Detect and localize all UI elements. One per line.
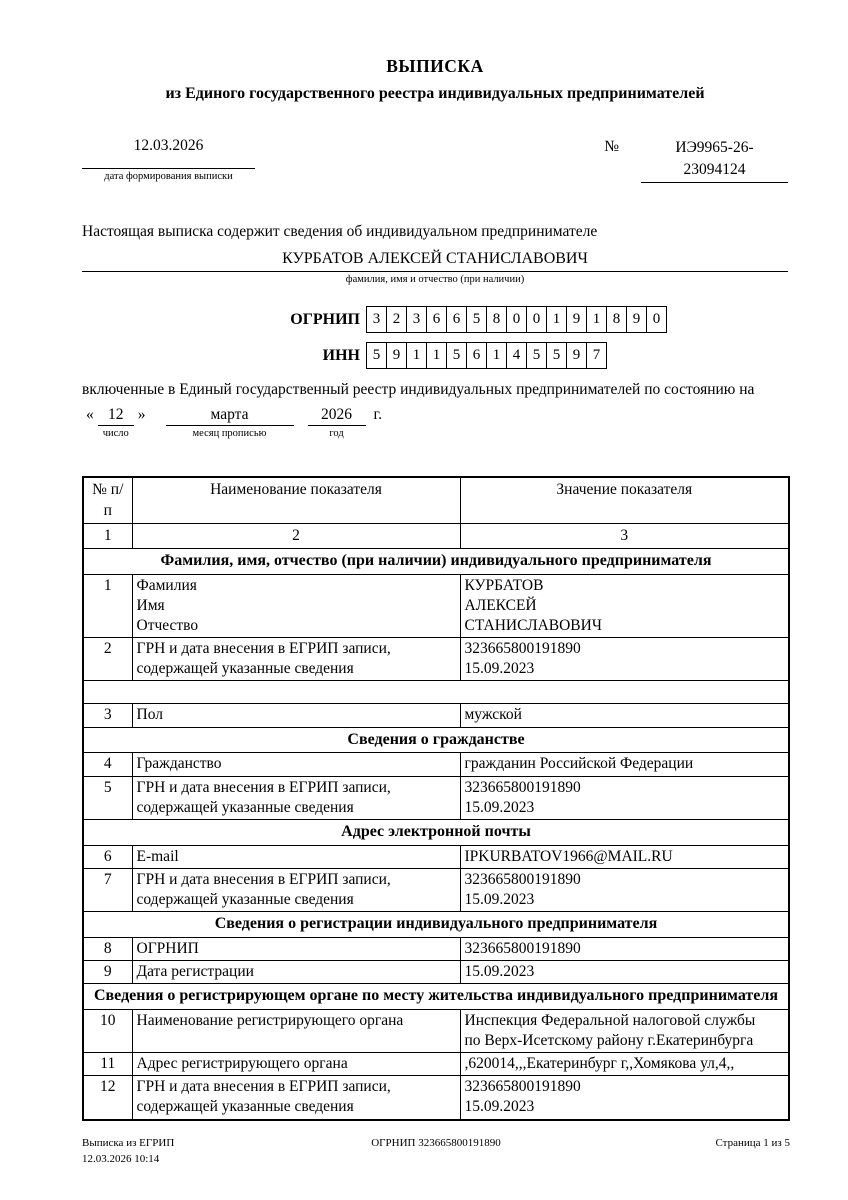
colnum-3: 3: [460, 523, 789, 548]
digit-box: 5: [446, 342, 467, 369]
section-header: Сведения о гражданстве: [83, 727, 789, 753]
row-value-cell: гражданин Российской Федерации: [460, 753, 789, 776]
footer-left: [82, 1136, 318, 1167]
empty-row-cell: [83, 681, 789, 704]
colnum-2: 2: [132, 523, 460, 548]
table-row: [83, 1053, 789, 1076]
table-head: [83, 477, 789, 548]
as-of-day: 12: [98, 406, 134, 426]
header-name: Наименование показателя: [132, 477, 460, 523]
table-row: [83, 912, 789, 938]
row-value-cell: 323665800191890 15.09.2023: [460, 868, 789, 911]
header-num: № п/п: [83, 477, 132, 523]
row-name-cell: Адрес регистрирующего органа: [132, 1053, 460, 1076]
digit-box: 1: [546, 306, 567, 333]
as-of-date-row: [82, 406, 788, 439]
page-footer: [82, 1136, 790, 1167]
extract-date-block: [82, 137, 255, 182]
close-quote: »: [137, 406, 146, 424]
included-text: включенные в Единый государственный реестр индивидуальных предпринимателей по состоянию на: [82, 381, 755, 399]
digit-box: 9: [566, 342, 587, 369]
row-value-cell: 323665800191890 15.09.2023: [460, 776, 789, 819]
table-row: [83, 845, 789, 868]
row-number-cell: 3: [83, 704, 132, 727]
digit-box: 5: [366, 342, 387, 369]
row-value-cell: ,620014,,,Екатеринбург г,,Хомякова ул,4,,: [460, 1053, 789, 1076]
digit-box: 3: [366, 306, 387, 333]
digit-box: 1: [406, 342, 427, 369]
digit-box: 5: [526, 342, 547, 369]
column-numbers-row: [83, 523, 789, 548]
entrepreneur-name-caption: фамилия, имя и отчество (при наличии): [345, 274, 525, 286]
row-name-cell: Дата регистрации: [132, 960, 460, 983]
ogrnip-label: ОГРНИП: [290, 310, 360, 328]
digit-box: 8: [486, 306, 507, 333]
row-value-cell: 323665800191890 15.09.2023: [460, 638, 789, 681]
as-of-day-caption: число: [102, 428, 129, 440]
ogrnip-digit-boxes: [366, 306, 667, 333]
table-row: [83, 960, 789, 983]
ogrnip-row: [198, 306, 788, 333]
row-name-cell: ГРН и дата внесения в ЕГРИП записи, содержащей указанные сведения: [132, 776, 460, 819]
extract-date-caption: дата формирования выписки: [104, 171, 233, 182]
digit-box: 7: [586, 342, 607, 369]
footer-doc-type: Выписка из ЕГРИП: [82, 1137, 175, 1150]
digit-box: 0: [646, 306, 667, 333]
row-number-cell: 10: [83, 1009, 132, 1052]
row-value-cell: IPKURBATOV1966@MAIL.RU: [460, 845, 789, 868]
section-header: Адрес электронной почты: [83, 819, 789, 845]
as-of-month-caption: месяц прописью: [192, 428, 267, 440]
table-row: [83, 984, 789, 1010]
table-row: [83, 753, 789, 776]
as-of-year-caption: год: [329, 428, 344, 440]
row-name-cell: ГРН и дата внесения в ЕГРИП записи, содержащей указанные сведения: [132, 638, 460, 681]
row-number-cell: 7: [83, 868, 132, 911]
as-of-day-field: [98, 406, 134, 439]
row-name-cell: Гражданство: [132, 753, 460, 776]
table-row: [83, 638, 789, 681]
table-row: [83, 548, 789, 574]
inn-digit-boxes: [366, 342, 607, 369]
digit-box: 6: [466, 342, 487, 369]
digit-box: 0: [526, 306, 547, 333]
row-value-cell: КУРБАТОВ АЛЕКСЕЙ СТАНИСЛАВОВИЧ: [460, 574, 789, 637]
row-number-cell: 12: [83, 1076, 132, 1120]
intro-text: Настоящая выписка содержит сведения об индивидуальном предпринимателе: [82, 223, 598, 241]
open-quote: «: [86, 406, 94, 424]
extract-number-line2: 23094124: [683, 160, 746, 178]
year-suffix: г.: [373, 406, 382, 424]
section-header: Сведения о регистрирующем органе по месту жительства индивидуального предпринимателя: [83, 984, 789, 1010]
digit-box: 4: [506, 342, 527, 369]
table-row: [83, 937, 789, 960]
table-header-row: [83, 477, 789, 523]
digit-box: 9: [386, 342, 407, 369]
reference-row: [82, 137, 788, 183]
footer-ogrnip: ОГРНИП 323665800191890: [371, 1137, 501, 1150]
row-value-cell: 323665800191890: [460, 937, 789, 960]
as-of-month-field: [166, 406, 294, 439]
digit-box: 1: [486, 342, 507, 369]
digit-box: 8: [606, 306, 627, 333]
main-table: [82, 476, 790, 1120]
table-body: [83, 548, 789, 1119]
extract-number-block: [604, 137, 788, 183]
digit-box: 1: [586, 306, 607, 333]
table-row: [83, 574, 789, 637]
table-row: [83, 704, 789, 727]
row-number-cell: 4: [83, 753, 132, 776]
footer-page-number: Страница 1 из 5: [715, 1137, 790, 1150]
row-name-cell: Наименование регистрирующего органа: [132, 1009, 460, 1052]
extract-number-line1: ИЭ9965-26-: [675, 139, 754, 156]
row-name-cell: Пол: [132, 704, 460, 727]
as-of-year-field: [308, 406, 366, 439]
digit-box: 5: [546, 342, 567, 369]
digit-box: 6: [426, 306, 447, 333]
row-name-cell: Фамилия Имя Отчество: [132, 574, 460, 637]
entrepreneur-name: КУРБАТОВ АЛЕКСЕЙ СТАНИСЛАВОВИЧ: [82, 250, 788, 272]
extract-number: [641, 137, 788, 183]
digit-box: 2: [386, 306, 407, 333]
row-number-cell: 11: [83, 1053, 132, 1076]
row-value-cell: 323665800191890 15.09.2023: [460, 1076, 789, 1120]
row-name-cell: ОГРНИП: [132, 937, 460, 960]
as-of-year: 2026: [308, 406, 366, 426]
digit-box: 6: [446, 306, 467, 333]
table-row: [83, 868, 789, 911]
digit-box: 9: [626, 306, 647, 333]
row-number-cell: 6: [83, 845, 132, 868]
inn-label: ИНН: [322, 346, 360, 364]
row-number-cell: 8: [83, 937, 132, 960]
row-number-cell: 1: [83, 574, 132, 637]
table-row: [83, 1009, 789, 1052]
inn-row: [198, 342, 788, 369]
row-number-cell: 5: [83, 776, 132, 819]
header-value: Значение показателя: [460, 477, 789, 523]
section-header: Сведения о регистрации индивидуального предпринимателя: [83, 912, 789, 938]
footer-datetime: 12.03.2026 10:14: [82, 1152, 160, 1165]
entrepreneur-name-block: [82, 250, 788, 285]
colnum-1: 1: [83, 523, 132, 548]
digit-box: 5: [466, 306, 487, 333]
row-value-cell: 15.09.2023: [460, 960, 789, 983]
row-name-cell: E-mail: [132, 845, 460, 868]
digit-box: 3: [406, 306, 427, 333]
table-row: [83, 776, 789, 819]
row-name-cell: ГРН и дата внесения в ЕГРИП записи, содержащей указанные сведения: [132, 868, 460, 911]
number-sign: №: [604, 138, 619, 155]
row-value-cell: Инспекция Федеральной налоговой службы по Верх-Исетскому району г.Екатеринбурга: [460, 1009, 789, 1052]
extract-date: 12.03.2026: [82, 137, 255, 169]
row-name-cell: ГРН и дата внесения в ЕГРИП записи, содержащей указанные сведения: [132, 1076, 460, 1120]
table-row: [83, 1076, 789, 1120]
document-subtitle: из Единого государственного реестра индивидуальных предпринимателей: [165, 85, 705, 102]
row-number-cell: 2: [83, 638, 132, 681]
as-of-month: марта: [166, 406, 294, 426]
table-row: [83, 727, 789, 753]
digit-box: 9: [566, 306, 587, 333]
table-row: [83, 681, 789, 704]
digit-box: 0: [506, 306, 527, 333]
section-header: Фамилия, имя, отчество (при наличии) индивидуального предпринимателя: [83, 548, 789, 574]
row-value-cell: мужской: [460, 704, 789, 727]
document-title: ВЫПИСКА: [386, 56, 484, 76]
row-number-cell: 9: [83, 960, 132, 983]
table-row: [83, 819, 789, 845]
digit-box: 1: [426, 342, 447, 369]
